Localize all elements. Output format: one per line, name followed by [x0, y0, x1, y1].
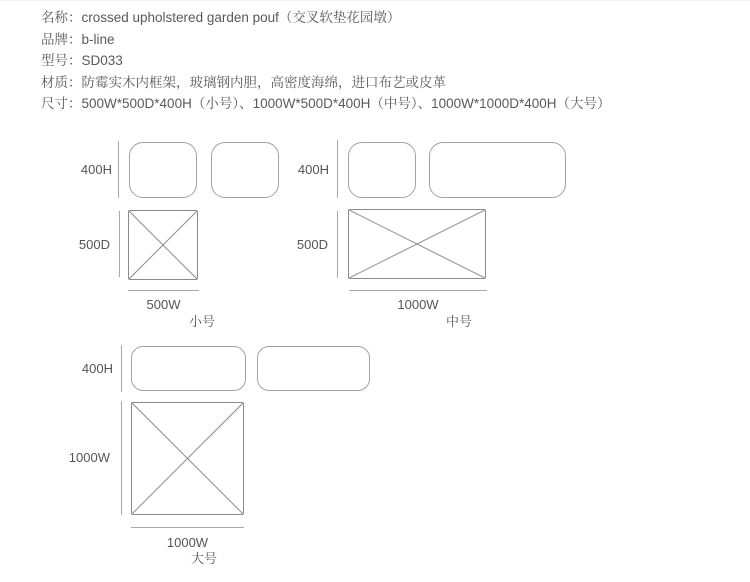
large-width-dim-label: 1000W	[166, 535, 209, 550]
medium-pouf-front-view	[429, 142, 566, 198]
small-pouf-front-view	[129, 142, 197, 198]
large-side-dim-label: 1000W	[68, 450, 110, 465]
large-pouf-side-view	[257, 346, 370, 391]
small-top-view-crossed	[128, 210, 198, 280]
large-pouf-front-view	[131, 346, 246, 391]
medium-top-view-crossed	[348, 209, 486, 279]
large-height-dim-label: 400H	[81, 361, 113, 376]
medium-width-dim-line	[349, 290, 487, 291]
footer-divider	[0, 0, 750, 1]
large-size-name: 大号	[190, 551, 217, 566]
large-side-dim-line	[121, 401, 122, 515]
medium-height-dim-label: 400H	[297, 162, 329, 177]
crossed-diagonals-icon	[129, 211, 197, 279]
medium-depth-dim-line	[337, 211, 338, 278]
medium-height-dim-line	[337, 140, 338, 198]
large-height-dim-line	[121, 345, 122, 392]
large-width-dim-line	[131, 527, 244, 528]
small-size-name: 小号	[188, 314, 215, 329]
small-width-dim-label: 500W	[146, 297, 181, 312]
small-depth-dim-label: 500D	[78, 237, 110, 252]
crossed-diagonals-icon	[132, 403, 243, 514]
medium-width-dim-label: 1000W	[397, 297, 439, 312]
large-top-view-crossed	[131, 402, 244, 515]
spec-line-material: 材质：防霉实木内框架，玻璃钢内胆，高密度海绵，进口布艺或皮革	[41, 74, 446, 90]
crossed-diagonals-icon	[349, 210, 485, 278]
spec-line-brand: 品牌：b-line	[41, 31, 115, 47]
spec-text-block	[41, 7, 611, 115]
small-width-dim-line	[128, 290, 199, 291]
medium-pouf-side-view	[348, 142, 416, 198]
spec-line-model: 型号：SD033	[41, 53, 123, 68]
small-height-dim-line	[118, 141, 119, 198]
small-depth-dim-line	[119, 211, 120, 277]
medium-depth-dim-label: 500D	[296, 237, 328, 252]
small-height-dim-label: 400H	[80, 162, 112, 177]
medium-size-name: 中号	[445, 314, 472, 329]
spec-line-name: 名称：crossed upholstered garden pouf（交叉软垫花园墩）	[41, 10, 401, 25]
spec-line-sizes: 尺寸：500W*500D*400H（小号）、1000W*500D*400H（中号）、1000W*1000D*400H（大号）	[41, 96, 611, 111]
